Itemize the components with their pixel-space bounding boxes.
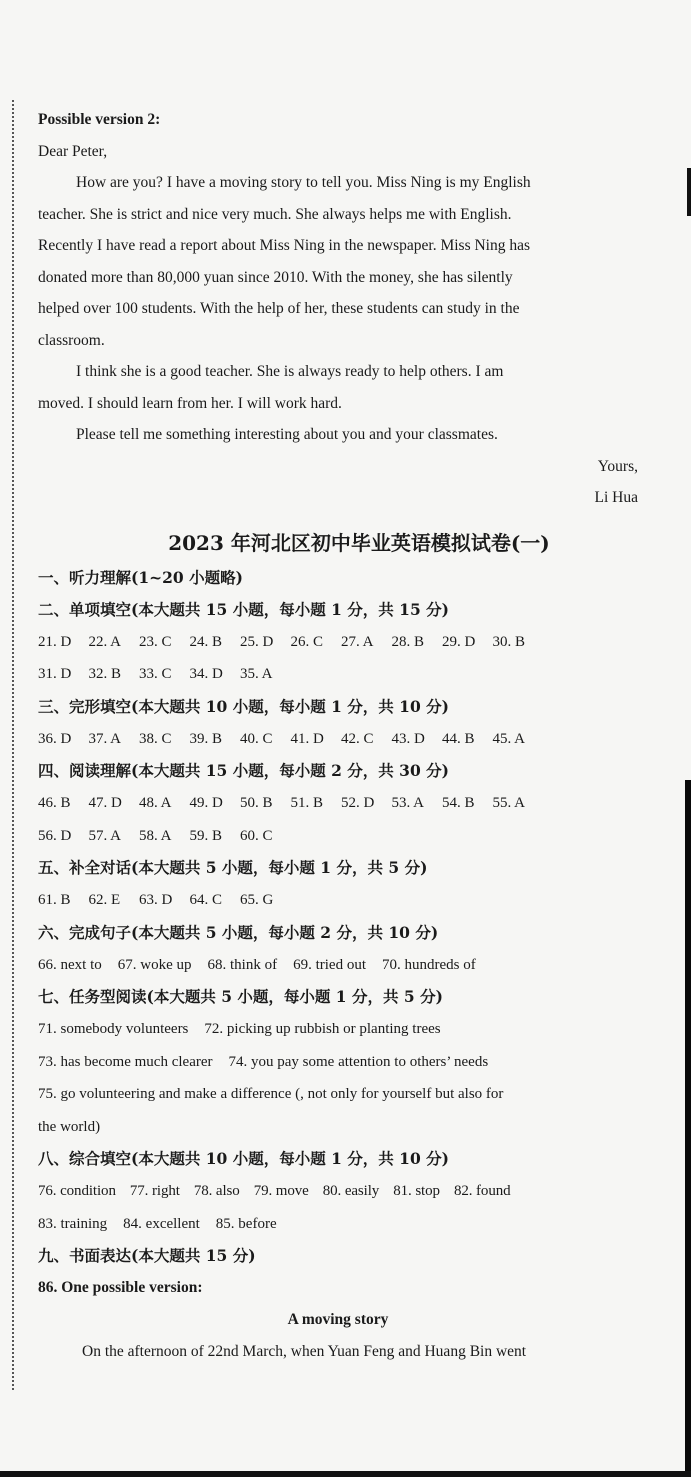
answer-item: 78. also	[193, 1183, 240, 1199]
answer-item: 50. B	[240, 795, 273, 811]
section-heading: 六、完成句子(本大题共 5 小题，每小题 2 分，共 10 分)	[38, 922, 439, 942]
answer-item: 38. C	[139, 730, 172, 747]
answer-row	[38, 1175, 638, 1208]
answer-item: 77. right	[129, 1183, 180, 1199]
answer-item: 59. B	[189, 827, 223, 844]
scan-edge-shadow	[687, 168, 691, 216]
letter-greeting: Dear Peter,	[38, 142, 108, 160]
answer-row	[38, 949, 638, 982]
answer-row	[38, 658, 638, 691]
answer-item: 84. excellent	[123, 1215, 200, 1232]
answer-item: 34. D	[189, 666, 223, 682]
answer-row	[38, 884, 638, 917]
letter-line: teacher. She is strict and nice very much. She always helps me with English.	[38, 205, 512, 223]
section-heading: 七、任务型阅读(本大题共 5 小题，每小题 1 分，共 5 分)	[38, 987, 443, 1006]
exam-title: 2023 年河北区初中毕业英语模拟试卷(一)	[168, 530, 550, 555]
section-heading: 五、补全对话(本大题共 5 小题，每小题 1 分，共 5 分)	[38, 858, 428, 877]
scan-edge-shadow	[0, 1471, 691, 1477]
answer-item: 45. A	[492, 730, 526, 747]
answer-item: 30. B	[492, 633, 526, 650]
answer-item: 39. B	[189, 730, 223, 747]
answer-item: 60. C	[240, 827, 273, 844]
answer-item: 82. found	[453, 1183, 511, 1199]
answer-item: 33. C	[139, 666, 172, 682]
letter-line: How are you? I have a moving story to tell you. Miss Ning is my English	[76, 174, 531, 191]
answer-row	[38, 787, 638, 820]
answer-row	[38, 626, 638, 659]
section-heading: 八、综合填空(本大题共 10 小题，每小题 1 分，共 10 分)	[38, 1149, 449, 1168]
answer-item: 52. D	[341, 795, 375, 811]
answer-item: 22. A	[88, 633, 122, 650]
answer-item: 67. woke up	[117, 956, 192, 973]
answer-item: 37. A	[88, 730, 122, 747]
section-heading: 二、单项填空(本大题共 15 小题，每小题 1 分，共 15 分)	[38, 599, 449, 619]
answer-item: 47. D	[88, 795, 122, 811]
answer-item: 24. B	[189, 633, 223, 650]
binding-margin-dotted-line	[12, 100, 14, 1390]
letter-line: I think she is a good teacher. She is always ready to help others. I am	[76, 363, 504, 380]
answer-item: 53. A	[391, 795, 425, 811]
answer-row	[38, 1013, 638, 1046]
answer-item: 58. A	[139, 827, 172, 844]
answer-item: 48. A	[139, 795, 172, 811]
letter-signature: Li Hua	[594, 489, 638, 506]
answer-item: 64. C	[189, 892, 223, 908]
section-heading: 一、听力理解(1~20 小题略)	[38, 567, 243, 587]
answer-row: 75. go volunteering and make a difference (, not only for yourself but also for	[38, 1086, 504, 1102]
answer-item: 83. training	[38, 1215, 108, 1232]
answer-item: 81. stop	[393, 1183, 440, 1199]
essay-label: 86. One possible version:	[38, 1279, 203, 1296]
letter-line: helped over 100 students. With the help of her, these students can study in the	[38, 300, 520, 317]
answer-item: 49. D	[189, 795, 223, 811]
letter-line: Please tell me something interesting about you and your classmates.	[76, 426, 498, 443]
answer-item: 21. D	[38, 633, 72, 650]
answer-item: 44. B	[442, 730, 475, 747]
letter-line: donated more than 80,000 yuan since 2010. With the money, she has silently	[38, 268, 513, 286]
answer-item: 25. D	[240, 633, 274, 650]
answer-row	[38, 1046, 638, 1079]
answer-item: 62. E	[88, 892, 121, 908]
answer-row	[38, 1208, 638, 1241]
answer-item: 71. somebody volunteers	[38, 1021, 189, 1037]
answer-item: 72. picking up rubbish or planting trees	[204, 1021, 441, 1037]
answer-item: 54. B	[442, 795, 475, 811]
version-heading: Possible version 2:	[38, 111, 161, 128]
answer-item: 32. B	[88, 666, 122, 682]
answer-item: 65. G	[240, 892, 274, 908]
section-heading: 九、书面表达(本大题共 15 分)	[38, 1246, 256, 1265]
letter-line: Recently I have read a report about Miss Ning in the newspaper. Miss Ning has	[38, 237, 531, 254]
answer-item: 42. C	[341, 730, 374, 747]
answer-item: 35. A	[240, 666, 273, 682]
answer-item: 74. you pay some attention to others’ needs	[228, 1053, 489, 1070]
answer-item: 63. D	[139, 892, 173, 908]
answer-item: 80. easily	[322, 1183, 380, 1199]
letter-line: moved. I should learn from her. I will work hard.	[38, 394, 342, 412]
answer-item: 29. D	[442, 633, 476, 650]
answer-item: 41. D	[290, 730, 324, 747]
answer-item: 76. condition	[38, 1183, 116, 1199]
answer-item: 66. next to	[38, 956, 102, 973]
answer-item: 27. A	[341, 633, 374, 650]
answer-row	[38, 723, 638, 756]
essay-title: A moving story	[287, 1310, 389, 1328]
answer-item: 43. D	[391, 730, 425, 747]
answer-item: 36. D	[38, 730, 72, 747]
answer-item: 46. B	[38, 795, 71, 811]
answer-item: 73. has become much clearer	[38, 1053, 213, 1070]
essay-line: On the afternoon of 22nd March, when Yuan Feng and Huang Bin went	[82, 1342, 527, 1360]
answer-item: 70. hundreds of	[382, 956, 476, 973]
section-heading: 三、完形填空(本大题共 10 小题，每小题 1 分，共 10 分)	[38, 696, 449, 716]
answer-item: 26. C	[290, 633, 324, 650]
answer-item: 55. A	[492, 795, 526, 811]
letter-closing: Yours,	[597, 457, 638, 475]
section-heading: 四、阅读理解(本大题共 15 小题，每小题 2 分，共 30 分)	[38, 761, 449, 780]
answer-item: 40. C	[240, 730, 273, 747]
answer-item: 61. B	[38, 892, 71, 908]
answer-item: 79. move	[253, 1183, 309, 1199]
answer-item: 51. B	[290, 795, 324, 811]
answer-item: 68. think of	[207, 956, 278, 973]
answer-item: 85. before	[215, 1215, 277, 1232]
answer-item: 31. D	[38, 666, 72, 682]
answer-page	[38, 104, 638, 1367]
answer-item: 23. C	[139, 633, 172, 650]
letter-line: classroom.	[38, 331, 105, 349]
answer-item: 56. D	[38, 827, 72, 844]
answer-row: the world)	[38, 1118, 101, 1135]
answer-item: 69. tried out	[293, 956, 366, 973]
answer-item: 57. A	[88, 827, 122, 844]
answer-row	[38, 820, 638, 853]
answer-item: 28. B	[391, 633, 425, 650]
scan-edge-shadow	[685, 780, 691, 1477]
